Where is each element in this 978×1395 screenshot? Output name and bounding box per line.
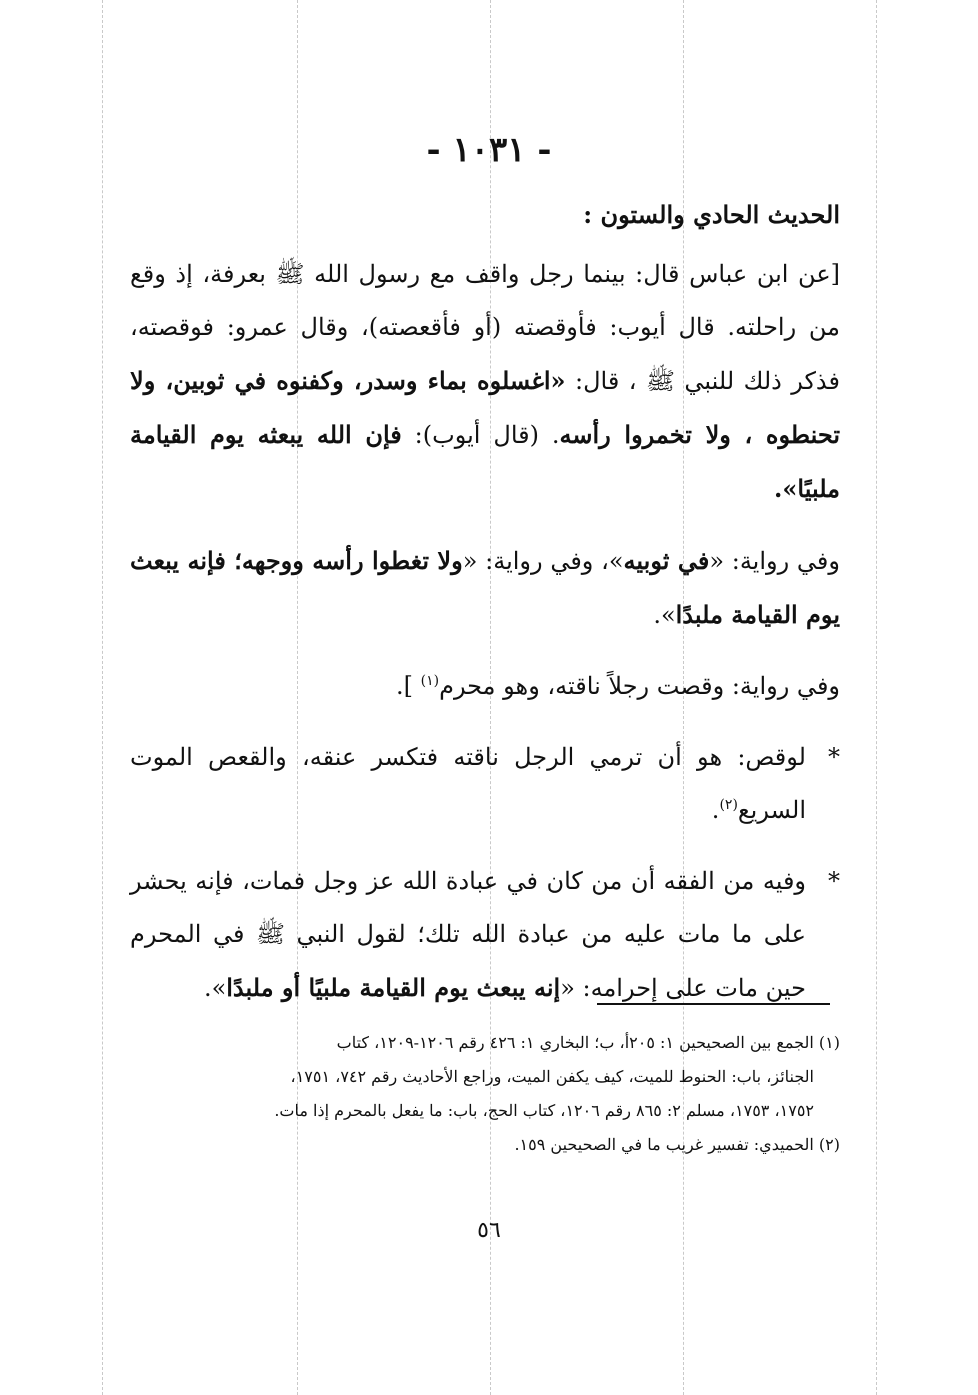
asterisk-bullet: * [828,867,840,895]
riwaya-quote: في ثوبيه [623,546,710,575]
footnote-separator [597,1003,830,1005]
body-text [130,248,840,1015]
hadith-line: [عن ابن عباس قال: بينما رجل واقف مع رسول الله ﷺ بعرفة، إذ وقع [130,260,840,288]
hadith-quote: ملبيًا». [774,474,840,503]
riwaya-paragraph [130,534,840,642]
footnote-2: (٢) الحميدي: تفسير غريب ما في الصحيحين ١٥٩. [514,1135,840,1154]
asterisk-bullet: * [828,743,840,771]
note-text: لوقص: هو أن ترمي الرجل ناقته فتكسر عنقه، والقعص الموت السريع [130,743,806,824]
riwaya-text: وفي رواية: « [709,547,840,575]
hadith-quote: تحنطوه ، ولا تخمروا رأسه [559,420,841,449]
riwaya-text: ]. [395,672,421,700]
page-number: ٥٦ [477,1218,501,1243]
footnotes [125,1026,840,1162]
note-text: وفيه من الفقه أن من كان في عبادة الله عز وجل فمات، فإنه يحشر على ما مات عليه من عبادة الله تلك؛ لقول النبي ﷺ في المحرم حين مات على إحرامه: « [130,867,806,1002]
footnote-1-cont: ١٧٥٢، ١٧٥٣، مسلم ٢: ٨٦٥ رقم ١٢٠٦، كتاب الحج، باب: ما يفعل بالمحرم إذا مات. [274,1101,814,1120]
hadith-quote: فإن الله يبعثه يوم القيامة [130,420,402,449]
bullet-note-2 [130,855,840,1015]
scan-guide-line [102,0,103,1395]
note-text: . [711,796,720,824]
note-text: ». [203,974,227,1002]
hadith-paragraph [130,248,840,516]
hadith-line: من راحلته. قال أيوب: فأوقصته (أو فأقعصته)، وقال عمرو: فوقصته، [130,313,841,341]
footnote-ref: (١) [420,673,440,689]
riwaya-text: ». [653,601,676,629]
scan-guide-line [876,0,877,1395]
hadith-line: فذكر ذلك للنبي ﷺ ، قال: [565,367,841,395]
hadith-quote: إنه يبعث يوم القيامة ملبيًا أو ملبدًا [226,973,561,1002]
section-title: الحديث الحادي والستون : [583,200,840,229]
footnote-1-cont: الجنائز، باب: الحنوط للميت، كيف يكفن الميت، وراجع الأحاديث رقم ٧٤٢، ١٧٥١، [290,1067,814,1086]
riwaya-text: وفي رواية: وقصت رجلاً ناقته، وهو محرم [439,672,840,700]
riwaya-text: »، وفي رواية: « [462,547,624,575]
hadith-quote: «اغسلوه بماء وسدر، وكفنوه في ثوبين، ولا [130,366,566,395]
footnote-1: (١) الجمع بين الصحيحين ١: ٢٠٥أ، ب؛ البخاري ١: ٤٢٦ رقم ١٢٠٦-١٢٠٩، كتاب [336,1033,840,1052]
riwaya-quote: ولا تغطوا رأسه ووجهه؛ فإنه يبعث يوم القيامة ملبدًا [130,546,840,629]
page-header: - ١٠٣١ - [426,130,552,170]
bullet-note-1 [130,731,840,837]
hadith-line: . (قال أيوب): [401,421,560,449]
footnote-ref: (٢) [719,797,738,813]
riwaya-paragraph-2 [130,660,840,713]
